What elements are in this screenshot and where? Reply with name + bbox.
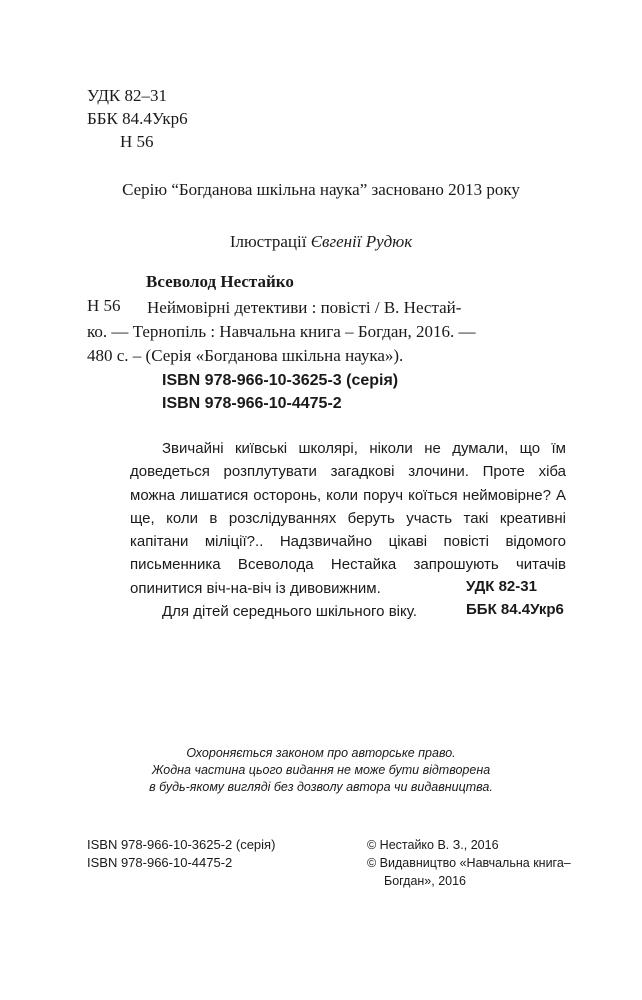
record-isbn-book: ISBN 978-966-10-4475-2 bbox=[162, 395, 342, 412]
footer-copyright-publisher-1: © Видавництво «Навчальна книга– bbox=[367, 856, 571, 870]
record-isbn-series: ISBN 978-966-10-3625-3 (серія) bbox=[162, 372, 399, 389]
record-author: Всеволод Нестайко bbox=[146, 272, 294, 291]
record-line-3: 480 с. – (Серія «Богданова шкільна наука»). bbox=[87, 346, 404, 365]
catalog-codes bbox=[87, 84, 188, 153]
bbk-code: ББК 84.4Укр6 bbox=[87, 109, 188, 128]
copyright-line-2: Жодна частина цього видання не може бути відтворена bbox=[151, 763, 491, 777]
bibliographic-record bbox=[87, 296, 565, 368]
copyright-notice bbox=[0, 745, 642, 796]
illustrations-credit bbox=[0, 232, 642, 252]
series-note: Серію “Богданова шкільна наука” засновано 2013 року bbox=[122, 180, 520, 199]
footer-isbn-series: ISBN 978-966-10-3625-2 (серія) bbox=[87, 837, 276, 852]
udk-code: УДК 82–31 bbox=[87, 86, 168, 105]
annotation-bbk: ББК 84.4Укр6 bbox=[466, 601, 564, 618]
record-line-2: ко. — Тернопіль : Навчальна книга – Богдан, 2016. — bbox=[87, 322, 476, 341]
illustrations-label: Ілюстрації bbox=[229, 232, 307, 251]
annotation-udk: УДК 82-31 bbox=[466, 578, 537, 595]
illustrations-artist: Євгенії Рудюк bbox=[310, 232, 413, 251]
annotation-paragraph-1: Звичайні київські школярі, ніколи не думали, що їм доведеться розплутувати загадкові злочини. Проте хіба можна лишатися осторонь, коли поруч коїться неймовірне? А ще, коли в розслідуваннях беруть участь такі креативні капітани міліції?.. Надзвичайно цікаві повісті відомого письменника Всеволода Нестайка запрошують читачів опинитися віч-на-віч із дивовижним. bbox=[130, 440, 566, 597]
record-classmark: Н 56 bbox=[87, 296, 121, 315]
footer-copyright-author: © Нестайко В. З., 2016 bbox=[367, 838, 499, 852]
footer-isbn-block bbox=[87, 836, 275, 872]
footer-isbn-book: ISBN 978-966-10-4475-2 bbox=[87, 855, 233, 870]
copyright-line-1: Охороняється законом про авторське право. bbox=[186, 746, 456, 760]
copyright-line-3: в будь-якому вигляді без дозволу автора чи видавництва. bbox=[149, 780, 493, 794]
footer-copyright-block bbox=[367, 836, 571, 890]
classmark-code: Н 56 bbox=[120, 132, 154, 151]
footer-copyright-publisher-2: Богдан», 2016 bbox=[384, 874, 467, 888]
annotation-paragraph-2: Для дітей середнього шкільного віку. bbox=[162, 603, 417, 621]
annotation bbox=[130, 437, 566, 623]
record-line-1: Неймовірні детективи : повісті / В. Нестай- bbox=[147, 298, 462, 317]
